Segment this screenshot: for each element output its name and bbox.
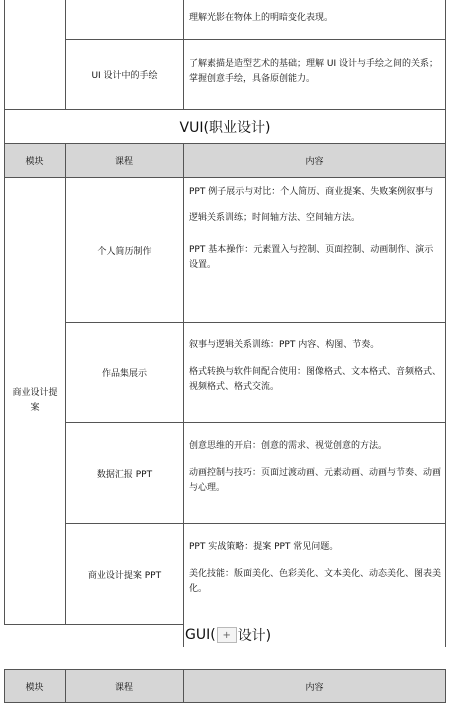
gui-header-course: 课程 — [114, 682, 133, 693]
vui-course-2-name: 作品集展示 — [101, 369, 147, 379]
vui-course-3-para-1: 创意思维的开启：创意的需求、视觉创意的方法。 — [189, 441, 388, 451]
table-move-handle-icon[interactable]: + — [217, 627, 237, 643]
vui-course-1-content — [189, 179, 441, 273]
vui-course-3-name: 数据汇报 PPT — [96, 469, 153, 480]
top-row1-content: 理解光影在物体上的明暗变化表现。 — [189, 13, 334, 23]
vui-course-1-para-2: PPT 基本操作：元素置入与控制、页面控制、动画制作、演示设置。 — [189, 245, 434, 270]
vui-course-4-content — [189, 540, 441, 597]
vui-course-2-content — [189, 338, 441, 395]
vui-header-module: 模块 — [25, 156, 44, 167]
vui-course-4-para-2: 美化技能：版面美化、色彩美化、文本美化、动态美化、图表美化。 — [189, 569, 442, 594]
vui-module-name: 商业设计提案 — [12, 388, 58, 413]
gui-header-module: 模块 — [25, 682, 44, 693]
gui-section-title: GUI( — [185, 627, 216, 643]
vui-course-4-name: 商业设计提案 PPT — [87, 570, 162, 581]
vui-course-3-para-2: 动画控制与技巧：页面过渡动画、元素动画、动画与节奏、动画与心理。 — [189, 468, 442, 493]
top-row2-content: 了解素描是造型艺术的基础；理解 UI 设计与手绘之间的关系；掌握创意手绘，具备原创能力。 — [189, 59, 438, 84]
top-row2-course: UI 设计中的手绘 — [91, 71, 158, 81]
gui-header-content: 内容 — [305, 682, 324, 693]
gui-section-title-row — [185, 624, 447, 646]
vui-course-1-name: 个人简历制作 — [97, 246, 152, 257]
gui-section-title-rest: 设计) — [237, 628, 272, 644]
vui-header-course: 课程 — [114, 156, 133, 167]
vui-section-title: VUI(职业设计) — [179, 119, 271, 136]
vui-course-2-para-1: 叙事与逻辑关系训练：PPT 内容、构图、节奏。 — [189, 340, 380, 350]
vui-course-4-para-1: PPT 实战策略：提案 PPT 常见问题。 — [189, 542, 339, 552]
vui-course-2-para-2: 格式转换与软件间配合使用：图像格式、文本格式、音频格式、视频格式、格式交流。 — [189, 367, 442, 392]
vui-header-content: 内容 — [305, 156, 324, 167]
vui-course-3-content — [189, 439, 441, 496]
vui-course-1-para-1: PPT 例子展示与对比：个人简历、商业提案、失败案例叙事与逻辑关系训练；时间轴方法、空间轴方法。 — [189, 187, 434, 223]
